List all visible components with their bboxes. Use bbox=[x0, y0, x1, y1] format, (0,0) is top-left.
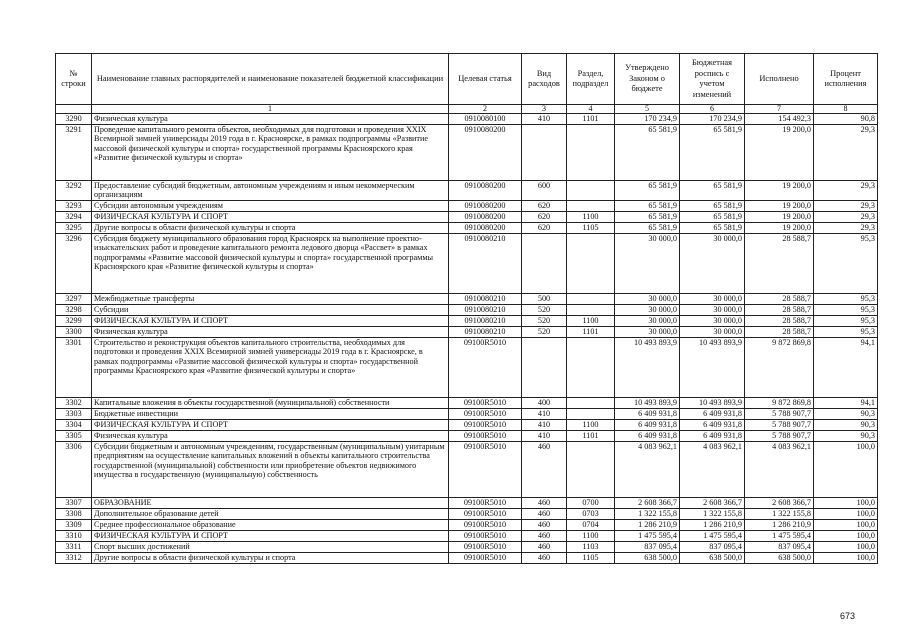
budget-list-cell: 837 095,4 bbox=[680, 541, 745, 552]
line-no-cell: 3294 bbox=[56, 211, 92, 222]
budget-list-cell: 1 475 595,4 bbox=[680, 530, 745, 541]
percent-cell: 90,8 bbox=[814, 114, 878, 125]
name-cell: Другие вопросы в области физической культуры и спорта bbox=[92, 222, 449, 233]
budget-list-cell: 65 581,9 bbox=[680, 181, 745, 201]
percent-cell: 29,3 bbox=[814, 125, 878, 181]
target-article-cell: 0910080210 bbox=[449, 233, 522, 293]
expense-type-cell: 460 bbox=[522, 530, 567, 541]
target-article-cell: 0910080100 bbox=[449, 114, 522, 125]
name-cell: Субсидии автономным учреждениям bbox=[92, 200, 449, 211]
executed-cell: 9 872 869,8 bbox=[745, 397, 814, 408]
section-cell: 0704 bbox=[567, 519, 615, 530]
percent-cell: 100,0 bbox=[814, 519, 878, 530]
header-percent: Процент исполнения bbox=[814, 54, 878, 105]
line-no-cell: 3302 bbox=[56, 397, 92, 408]
budget-list-cell: 10 493 893,9 bbox=[680, 337, 745, 397]
column-number bbox=[56, 105, 92, 114]
column-number: 4 bbox=[567, 105, 615, 114]
table-row bbox=[56, 508, 878, 519]
line-no-cell: 3304 bbox=[56, 419, 92, 430]
line-no-cell: 3298 bbox=[56, 304, 92, 315]
section-cell: 1101 bbox=[567, 114, 615, 125]
approved-cell: 10 493 893,9 bbox=[615, 337, 680, 397]
percent-cell: 100,0 bbox=[814, 541, 878, 552]
expense-type-cell bbox=[522, 233, 567, 293]
section-cell: 0703 bbox=[567, 508, 615, 519]
target-article-cell: 09100R5010 bbox=[449, 541, 522, 552]
percent-cell: 100,0 bbox=[814, 552, 878, 563]
percent-cell: 29,3 bbox=[814, 222, 878, 233]
target-article-cell: 0910080210 bbox=[449, 293, 522, 304]
section-cell: 1101 bbox=[567, 326, 615, 337]
budget-list-cell: 30 000,0 bbox=[680, 233, 745, 293]
name-cell: Межбюджетные трансферты bbox=[92, 293, 449, 304]
executed-cell: 28 588,7 bbox=[745, 233, 814, 293]
executed-cell: 19 200,0 bbox=[745, 222, 814, 233]
expense-type-cell: 460 bbox=[522, 541, 567, 552]
name-cell: ФИЗИЧЕСКАЯ КУЛЬТУРА И СПОРТ bbox=[92, 315, 449, 326]
budget-list-cell: 65 581,9 bbox=[680, 211, 745, 222]
expense-type-cell: 620 bbox=[522, 222, 567, 233]
table-row bbox=[56, 315, 878, 326]
name-cell: Субсидия бюджету муниципального образования город Красноярск на выполнение проектно-изыскательских работ и проведение капитального ремонта ледового дворца «Рассвет» в рамках подпрограммы «Развитие массовой физической культуры и спорта» государственной программы Красноярского края «Развитие физической культуры и спорта» bbox=[92, 233, 449, 293]
executed-cell: 154 492,3 bbox=[745, 114, 814, 125]
expense-type-cell: 500 bbox=[522, 293, 567, 304]
table-row bbox=[56, 541, 878, 552]
approved-cell: 30 000,0 bbox=[615, 293, 680, 304]
budget-list-cell: 1 322 155,8 bbox=[680, 508, 745, 519]
target-article-cell: 09100R5010 bbox=[449, 430, 522, 441]
table-row bbox=[56, 293, 878, 304]
executed-cell: 5 788 907,7 bbox=[745, 430, 814, 441]
executed-cell: 28 588,7 bbox=[745, 326, 814, 337]
section-cell: 1100 bbox=[567, 315, 615, 326]
budget-list-cell: 30 000,0 bbox=[680, 326, 745, 337]
line-no-cell: 3305 bbox=[56, 430, 92, 441]
section-cell bbox=[567, 397, 615, 408]
executed-cell: 19 200,0 bbox=[745, 181, 814, 201]
section-cell bbox=[567, 181, 615, 201]
expense-type-cell: 520 bbox=[522, 326, 567, 337]
table-row bbox=[56, 497, 878, 508]
section-cell bbox=[567, 441, 615, 497]
executed-cell: 1 475 595,4 bbox=[745, 530, 814, 541]
table-row bbox=[56, 222, 878, 233]
budget-list-cell: 170 234,9 bbox=[680, 114, 745, 125]
name-cell: Дополнительное образование детей bbox=[92, 508, 449, 519]
table-row bbox=[56, 419, 878, 430]
executed-cell: 19 200,0 bbox=[745, 200, 814, 211]
expense-type-cell: 410 bbox=[522, 408, 567, 419]
name-cell: ОБРАЗОВАНИЕ bbox=[92, 497, 449, 508]
line-no-cell: 3307 bbox=[56, 497, 92, 508]
column-number: 7 bbox=[745, 105, 814, 114]
expense-type-cell bbox=[522, 125, 567, 181]
executed-cell: 837 095,4 bbox=[745, 541, 814, 552]
executed-cell: 28 588,7 bbox=[745, 293, 814, 304]
approved-cell: 65 581,9 bbox=[615, 125, 680, 181]
percent-cell: 95,3 bbox=[814, 233, 878, 293]
percent-cell: 29,3 bbox=[814, 181, 878, 201]
executed-cell: 5 788 907,7 bbox=[745, 408, 814, 419]
section-cell: 1101 bbox=[567, 430, 615, 441]
approved-cell: 1 475 595,4 bbox=[615, 530, 680, 541]
line-no-cell: 3299 bbox=[56, 315, 92, 326]
percent-cell: 95,3 bbox=[814, 304, 878, 315]
line-no-cell: 3306 bbox=[56, 441, 92, 497]
table-row bbox=[56, 530, 878, 541]
approved-cell: 65 581,9 bbox=[615, 211, 680, 222]
approved-cell: 30 000,0 bbox=[615, 304, 680, 315]
budget-execution-table bbox=[55, 53, 878, 564]
header-name: Наименование главных распорядителей и наименование показателей бюджетной классификации bbox=[92, 54, 449, 105]
approved-cell: 837 095,4 bbox=[615, 541, 680, 552]
section-cell: 1100 bbox=[567, 419, 615, 430]
table-row bbox=[56, 233, 878, 293]
table-row bbox=[56, 337, 878, 397]
approved-cell: 10 493 893,9 bbox=[615, 397, 680, 408]
executed-cell: 2 608 366,7 bbox=[745, 497, 814, 508]
name-cell: Капитальные вложения в объекты государственной (муниципальной) собственности bbox=[92, 397, 449, 408]
section-cell: 1105 bbox=[567, 222, 615, 233]
line-no-cell: 3309 bbox=[56, 519, 92, 530]
executed-cell: 19 200,0 bbox=[745, 211, 814, 222]
name-cell: Среднее профессиональное образование bbox=[92, 519, 449, 530]
expense-type-cell bbox=[522, 337, 567, 397]
approved-cell: 30 000,0 bbox=[615, 326, 680, 337]
percent-cell: 100,0 bbox=[814, 441, 878, 497]
name-cell: Проведение капитального ремонта объектов, необходимых для подготовки и проведения XXIX Всемирной зимней универсиады 2019 года в г. Красноярске, в рамках подпрограммы «Развитие массовой физической культуры и спорта» государственной программы Красноярского края «Развитие физической культуры и спорта» bbox=[92, 125, 449, 181]
table-row bbox=[56, 519, 878, 530]
percent-cell: 100,0 bbox=[814, 508, 878, 519]
percent-cell: 90,3 bbox=[814, 408, 878, 419]
budget-list-cell: 2 608 366,7 bbox=[680, 497, 745, 508]
table-row bbox=[56, 200, 878, 211]
table-row bbox=[56, 441, 878, 497]
executed-cell: 638 500,0 bbox=[745, 552, 814, 563]
column-number: 1 bbox=[92, 105, 449, 114]
header-section: Раздел, подраздел bbox=[567, 54, 615, 105]
section-cell bbox=[567, 200, 615, 211]
name-cell: ФИЗИЧЕСКАЯ КУЛЬТУРА И СПОРТ bbox=[92, 211, 449, 222]
approved-cell: 30 000,0 bbox=[615, 315, 680, 326]
approved-cell: 30 000,0 bbox=[615, 233, 680, 293]
line-no-cell: 3301 bbox=[56, 337, 92, 397]
expense-type-cell: 620 bbox=[522, 200, 567, 211]
target-article-cell: 09100R5010 bbox=[449, 337, 522, 397]
section-cell: 1103 bbox=[567, 541, 615, 552]
table-row bbox=[56, 552, 878, 563]
line-no-cell: 3290 bbox=[56, 114, 92, 125]
percent-cell: 100,0 bbox=[814, 530, 878, 541]
target-article-cell: 09100R5010 bbox=[449, 419, 522, 430]
approved-cell: 2 608 366,7 bbox=[615, 497, 680, 508]
expense-type-cell: 600 bbox=[522, 181, 567, 201]
table-row bbox=[56, 181, 878, 201]
target-article-cell: 0910080200 bbox=[449, 211, 522, 222]
line-no-cell: 3292 bbox=[56, 181, 92, 201]
name-cell: ФИЗИЧЕСКАЯ КУЛЬТУРА И СПОРТ bbox=[92, 530, 449, 541]
name-cell: Физическая культура bbox=[92, 430, 449, 441]
section-cell bbox=[567, 337, 615, 397]
section-cell bbox=[567, 304, 615, 315]
approved-cell: 638 500,0 bbox=[615, 552, 680, 563]
expense-type-cell: 460 bbox=[522, 552, 567, 563]
section-cell bbox=[567, 233, 615, 293]
table-row bbox=[56, 304, 878, 315]
line-no-cell: 3311 bbox=[56, 541, 92, 552]
target-article-cell: 0910080200 bbox=[449, 222, 522, 233]
executed-cell: 1 286 210,9 bbox=[745, 519, 814, 530]
budget-list-cell: 65 581,9 bbox=[680, 200, 745, 211]
column-number: 3 bbox=[522, 105, 567, 114]
percent-cell: 90,3 bbox=[814, 419, 878, 430]
name-cell: Физическая культура bbox=[92, 326, 449, 337]
percent-cell: 90,3 bbox=[814, 430, 878, 441]
header-approved: Утверждено Законом о бюджете bbox=[615, 54, 680, 105]
table-row bbox=[56, 211, 878, 222]
percent-cell: 95,3 bbox=[814, 326, 878, 337]
approved-cell: 6 409 931,8 bbox=[615, 419, 680, 430]
approved-cell: 1 322 155,8 bbox=[615, 508, 680, 519]
line-no-cell: 3297 bbox=[56, 293, 92, 304]
budget-list-cell: 30 000,0 bbox=[680, 315, 745, 326]
table-row bbox=[56, 397, 878, 408]
executed-cell: 19 200,0 bbox=[745, 125, 814, 181]
name-cell: Предоставление субсидий бюджетным, автономным учреждениям и иным некоммерческим организациям bbox=[92, 181, 449, 201]
section-cell bbox=[567, 293, 615, 304]
expense-type-cell: 460 bbox=[522, 441, 567, 497]
budget-list-cell: 30 000,0 bbox=[680, 293, 745, 304]
percent-cell: 95,3 bbox=[814, 315, 878, 326]
table-row bbox=[56, 114, 878, 125]
table-row bbox=[56, 326, 878, 337]
target-article-cell: 0910080210 bbox=[449, 304, 522, 315]
name-cell: Бюджетные инвестиции bbox=[92, 408, 449, 419]
name-cell: Строительство и реконструкция объектов капитального строительства, необходимых для подготовки и проведения XXIX Всемирной зимней универсиады 2019 года в г. Красноярске, в рамках подпрограммы «Развитие массовой физической культуры и спорта» государственной программы Красноярского края «Развитие физической культуры и спорта» bbox=[92, 337, 449, 397]
line-no-cell: 3293 bbox=[56, 200, 92, 211]
budget-list-cell: 1 286 210,9 bbox=[680, 519, 745, 530]
column-numbers-row bbox=[56, 105, 878, 114]
header-target-article: Целевая статья bbox=[449, 54, 522, 105]
section-cell: 0700 bbox=[567, 497, 615, 508]
name-cell: Другие вопросы в области физической культуры и спорта bbox=[92, 552, 449, 563]
approved-cell: 6 409 931,8 bbox=[615, 408, 680, 419]
column-number: 8 bbox=[814, 105, 878, 114]
line-no-cell: 3291 bbox=[56, 125, 92, 181]
target-article-cell: 0910080200 bbox=[449, 181, 522, 201]
target-article-cell: 0910080200 bbox=[449, 200, 522, 211]
target-article-cell: 09100R5010 bbox=[449, 397, 522, 408]
budget-list-cell: 30 000,0 bbox=[680, 304, 745, 315]
target-article-cell: 09100R5010 bbox=[449, 497, 522, 508]
expense-type-cell: 410 bbox=[522, 430, 567, 441]
executed-cell: 4 083 962,1 bbox=[745, 441, 814, 497]
section-cell: 1105 bbox=[567, 552, 615, 563]
table-row bbox=[56, 408, 878, 419]
target-article-cell: 0910080210 bbox=[449, 326, 522, 337]
line-no-cell: 3310 bbox=[56, 530, 92, 541]
expense-type-cell: 410 bbox=[522, 114, 567, 125]
header-executed: Исполнено bbox=[745, 54, 814, 105]
expense-type-cell: 460 bbox=[522, 497, 567, 508]
section-cell bbox=[567, 125, 615, 181]
target-article-cell: 09100R5010 bbox=[449, 530, 522, 541]
budget-list-cell: 638 500,0 bbox=[680, 552, 745, 563]
line-no-cell: 3308 bbox=[56, 508, 92, 519]
expense-type-cell: 520 bbox=[522, 304, 567, 315]
budget-list-cell: 65 581,9 bbox=[680, 125, 745, 181]
line-no-cell: 3295 bbox=[56, 222, 92, 233]
percent-cell: 100,0 bbox=[814, 497, 878, 508]
header-line-no: № строки bbox=[56, 54, 92, 105]
name-cell: Спорт высших достижений bbox=[92, 541, 449, 552]
expense-type-cell: 620 bbox=[522, 211, 567, 222]
table-row bbox=[56, 430, 878, 441]
budget-list-cell: 6 409 931,8 bbox=[680, 408, 745, 419]
line-no-cell: 3296 bbox=[56, 233, 92, 293]
target-article-cell: 09100R5010 bbox=[449, 519, 522, 530]
expense-type-cell: 460 bbox=[522, 508, 567, 519]
expense-type-cell: 520 bbox=[522, 315, 567, 326]
executed-cell: 5 788 907,7 bbox=[745, 419, 814, 430]
expense-type-cell: 400 bbox=[522, 397, 567, 408]
name-cell: Субсидии бюджетным и автономным учреждениям, государственным (муниципальным) унитарным предприятиям на осуществление капитальных вложений в объекты капитального строительства государственной (муниципальной) собственности или приобретение объектов недвижимого имущества в государственную (муниципальную) собственность bbox=[92, 441, 449, 497]
target-article-cell: 0910080200 bbox=[449, 125, 522, 181]
name-cell: Физическая культура bbox=[92, 114, 449, 125]
table-header-row bbox=[56, 54, 878, 105]
section-cell: 1100 bbox=[567, 211, 615, 222]
target-article-cell: 09100R5010 bbox=[449, 408, 522, 419]
page-number: 673 bbox=[840, 611, 856, 621]
section-cell: 1100 bbox=[567, 530, 615, 541]
budget-list-cell: 10 493 893,9 bbox=[680, 397, 745, 408]
approved-cell: 1 286 210,9 bbox=[615, 519, 680, 530]
name-cell: ФИЗИЧЕСКАЯ КУЛЬТУРА И СПОРТ bbox=[92, 419, 449, 430]
target-article-cell: 09100R5010 bbox=[449, 552, 522, 563]
section-cell bbox=[567, 408, 615, 419]
line-no-cell: 3312 bbox=[56, 552, 92, 563]
executed-cell: 1 322 155,8 bbox=[745, 508, 814, 519]
budget-list-cell: 6 409 931,8 bbox=[680, 419, 745, 430]
approved-cell: 6 409 931,8 bbox=[615, 430, 680, 441]
approved-cell: 170 234,9 bbox=[615, 114, 680, 125]
table-body bbox=[56, 114, 878, 564]
executed-cell: 9 872 869,8 bbox=[745, 337, 814, 397]
percent-cell: 94,1 bbox=[814, 337, 878, 397]
approved-cell: 4 083 962,1 bbox=[615, 441, 680, 497]
header-expense-type: Вид расходов bbox=[522, 54, 567, 105]
approved-cell: 65 581,9 bbox=[615, 200, 680, 211]
target-article-cell: 09100R5010 bbox=[449, 508, 522, 519]
column-number: 2 bbox=[449, 105, 522, 114]
percent-cell: 94,1 bbox=[814, 397, 878, 408]
column-number: 6 bbox=[680, 105, 745, 114]
approved-cell: 65 581,9 bbox=[615, 222, 680, 233]
target-article-cell: 09100R5010 bbox=[449, 441, 522, 497]
target-article-cell: 0910080210 bbox=[449, 315, 522, 326]
percent-cell: 29,3 bbox=[814, 200, 878, 211]
header-budget-list: Бюджетная роспись с учетом изменений bbox=[680, 54, 745, 105]
approved-cell: 65 581,9 bbox=[615, 181, 680, 201]
budget-list-cell: 65 581,9 bbox=[680, 222, 745, 233]
budget-list-cell: 6 409 931,8 bbox=[680, 430, 745, 441]
expense-type-cell: 410 bbox=[522, 419, 567, 430]
name-cell: Субсидии bbox=[92, 304, 449, 315]
line-no-cell: 3303 bbox=[56, 408, 92, 419]
table-row bbox=[56, 125, 878, 181]
budget-list-cell: 4 083 962,1 bbox=[680, 441, 745, 497]
column-number: 5 bbox=[615, 105, 680, 114]
percent-cell: 29,3 bbox=[814, 211, 878, 222]
executed-cell: 28 588,7 bbox=[745, 315, 814, 326]
executed-cell: 28 588,7 bbox=[745, 304, 814, 315]
line-no-cell: 3300 bbox=[56, 326, 92, 337]
percent-cell: 95,3 bbox=[814, 293, 878, 304]
expense-type-cell: 460 bbox=[522, 519, 567, 530]
